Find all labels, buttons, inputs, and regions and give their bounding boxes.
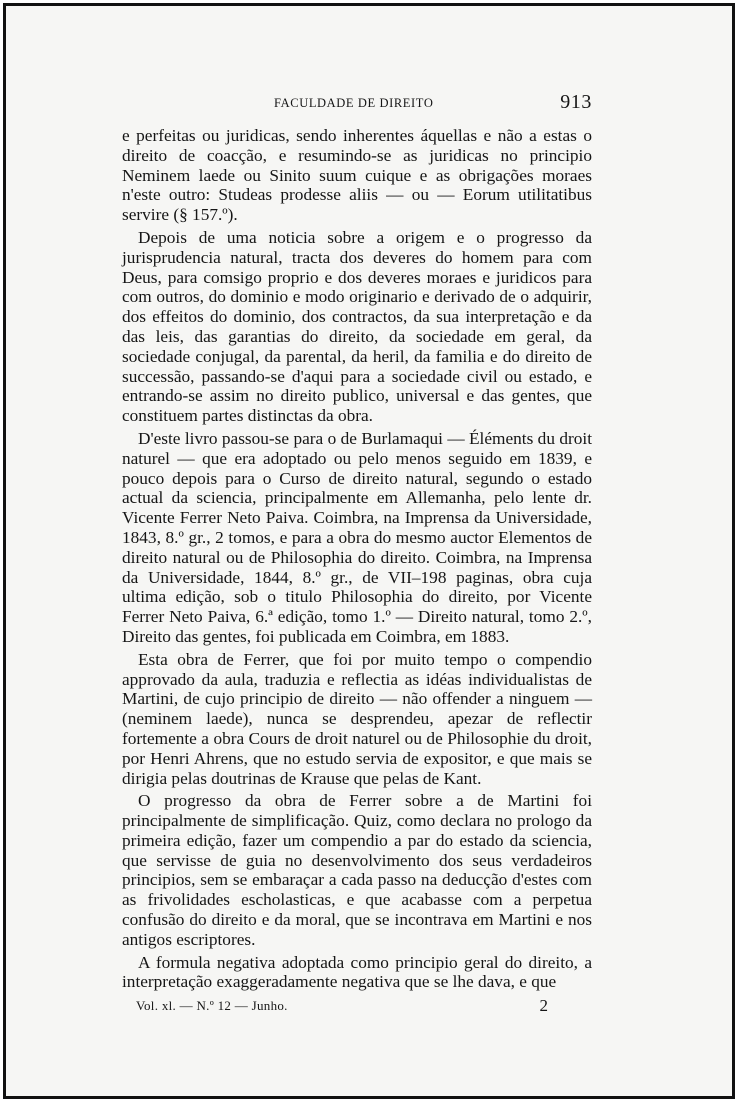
paragraph-1: e perfeitas ou juridicas, sendo inherentes áquellas e não a estas o direito de coacção, e resumindo-se as juridicas no principio Neminem laede ou Sinito suum cuique e as obrigações moraes n'este outro: Studeas prodesse aliis — ou — Eorum utilitatibus servire (§ 157.º). (122, 126, 592, 225)
page-footer (122, 998, 592, 1020)
paragraph-6: A formula negativa adoptada como principio geral do direito, a interpretação exaggeradamente negativa que se lhe dava, e que (122, 952, 592, 992)
book-page (122, 92, 592, 1020)
gathering-number: 2 (539, 996, 548, 1016)
body-text (122, 126, 592, 992)
page-border (3, 3, 735, 1099)
running-title: FACULDADE DE DIREITO (274, 96, 434, 110)
running-head (122, 92, 592, 116)
paragraph-5: O progresso da obra de Ferrer sobre a de Martini foi principalmente de simplificação. Quiz, como declara no prologo da primeira edição, fazer um compendio a par do estado da sciencia, que servisse de guia no desenvolvimento dos seus verdadeiros principios, sem se embaraçar a cada passo na deducção d'estes com as frivolidades escholasticas, e que acabasse com a perpetua confusão do direito e da moral, que se incontrava em Martini e nos antigos escriptores. (122, 791, 592, 949)
paragraph-4: Esta obra de Ferrer, que foi por muito tempo o compendio approvado da aula, traduzia e reflectia as idéas individualistas de Martini, de cujo principio de direito — não offender a ninguem — (neminem laede), nunca se desprendeu, apezar de reflectir fortemente a obra Cours de droit naturel ou de Philosophie du droit, por Henri Ahrens, que no estudo servia de expositor, e que mais se dirigia pelas doutrinas de Krause que pelas de Kant. (122, 649, 592, 788)
paragraph-3: D'este livro passou-se para o de Burlamaqui — Éléments du droit naturel — que era adoptado ou pelo menos seguido em 1839, e pouco depois para o Curso de direito natural, segundo o estado actual da sciencia, principalmente em Allemanha, pelo lente dr. Vicente Ferrer Neto Paiva. Coimbra, na Imprensa da Universidade, 1843, 8.º gr., 2 tomos, e para a obra do mesmo auctor Elementos de direito natural ou de Philosophia do direito. Coimbra, na Imprensa da Universidade, 1844, 8.º gr., de VII–198 paginas, obra cuja ultima edição, sob o titulo Philosophia do direito, por Vicente Ferrer Neto Paiva, 6.ª edição, tomo 1.º — Direito natural, tomo 2.º, Direito das gentes, foi publicada em Coimbra, em 1883. (122, 428, 592, 646)
volume-signature: Vol. xl. — N.º 12 — Junho. (136, 998, 288, 1014)
paragraph-2: Depois de uma noticia sobre a origem e o progresso da jurisprudencia natural, tracta dos deveres do homem para com Deus, para comsigo proprio e dos deveres moraes e juridicos para com outros, do dominio e modo originario e derivado de o adquirir, dos effeitos do dominio, dos contractos, da sua interpretação e da das leis, das garantias do direito, da sociedade em geral, da sociedade conjugal, da parental, da heril, da familia e do direito de successão, passando-se d'aqui para a sociedade civil ou estado, e entrando-se assim no direito publico, universal e das gentes, que constituem partes distinctas da obra. (122, 227, 592, 426)
page-number: 913 (560, 91, 592, 113)
